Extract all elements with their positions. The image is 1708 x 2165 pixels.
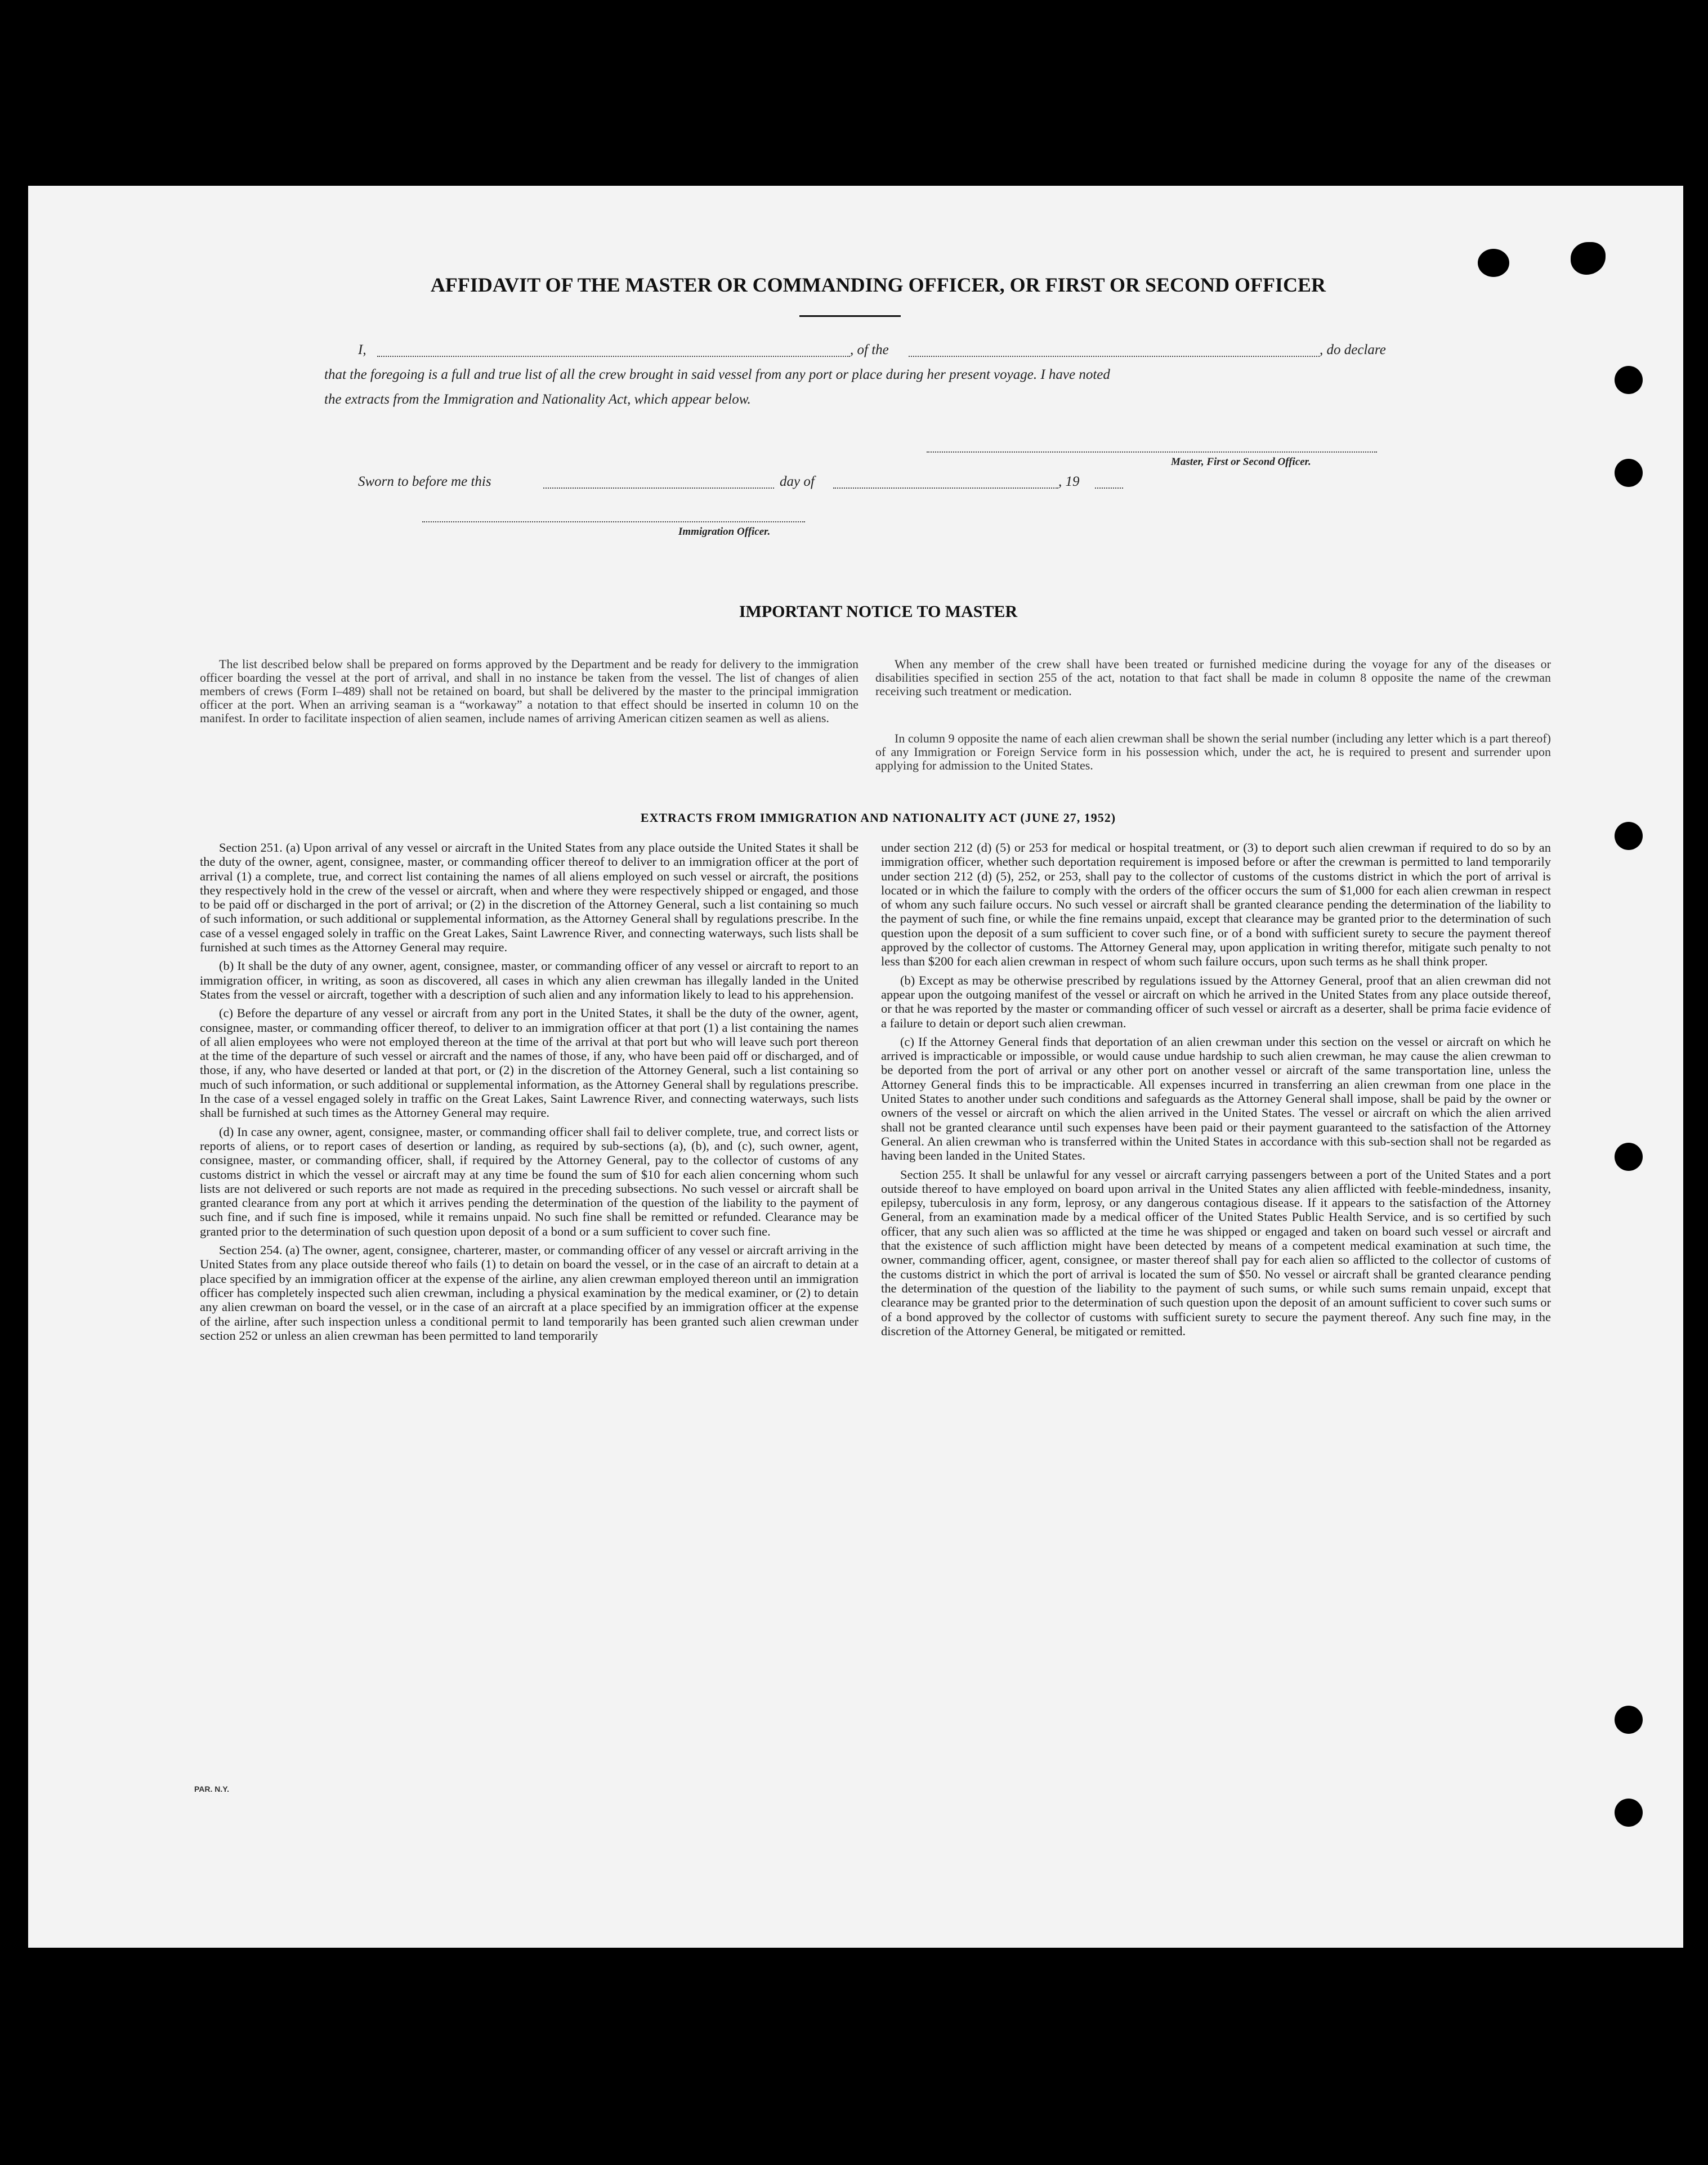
binder-hole xyxy=(1615,822,1643,850)
year-label: , 19 xyxy=(1058,474,1080,489)
declare-label: , do declare xyxy=(1320,342,1386,357)
year-field[interactable] xyxy=(1095,487,1123,489)
declaration-line-1: that the foregoing is a full and true list of all the crew brought in said vessel from any port or place during her present voyage. I have noted xyxy=(324,367,1110,382)
sworn-day-field[interactable] xyxy=(543,487,774,489)
section-255: Section 255. It shall be unlawful for any vessel or aircraft carrying passengers between a port of the United States and a port outside thereof to have employed on board upon arrival in the United States any alien afflicted with feeble-mindedness, insanity, epilepsy, tuberculosis in any form, leprosy, or any dangerous contagious disease. If it appears to the satisfaction of the Attorney General, from an examination made by a medical officer of the United States Public Health Service, and is so certified by such officer, that any such alien was so afflicted at the time he was shipped or engaged and taken on board such vessel or aircraft and that the existence of such affliction might have been detected by means of a competent medical examination at such time, the owner, commanding officer, agent, consignee, or master thereof shall pay for each alien so afflicted to the collector of customs of the customs district in which the port of arrival is located the sum of $50. No vessel or aircraft shall be granted clearance pending the determination of the question of the liability to the payment of such sums, or while such sums remain unpaid, except that clearance may be granted prior to the determination of such question upon the deposit of an amount sufficient to cover such sums or of a bond approved by the collector of customs with sufficient surety to secure the payment thereof. Any such fine may, in the discretion of the Attorney General, be mitigated or remitted. xyxy=(881,1167,1551,1338)
affidavit-title: AFFIDAVIT OF THE MASTER OR COMMANDING OFFICER, OR FIRST OR SECOND OFFICER xyxy=(430,274,1326,296)
officer-signature-line[interactable] xyxy=(422,521,805,522)
extracts-right-column xyxy=(881,840,1551,1338)
binder-hole xyxy=(1615,366,1643,394)
binder-hole xyxy=(1615,1799,1643,1827)
ink-blot xyxy=(1478,249,1509,277)
notice-title: IMPORTANT NOTICE TO MASTER xyxy=(739,602,1018,621)
section-254-a-continued: under section 212 (d) (5) or 253 for medical or hospital treatment, or (3) to deport such alien crewman if required to do so by an immigration officer, whether such deportation requirement is imposed before or after the crewman is permitted to land temporarily under section 212 (d) (5), 252, or 253, shall pay to the collector of customs of the customs district in which the port of arrival is located or in which the failure to comply with the orders of the officer occurs the sum of $1,000 for each alien crewman in respect of whom any such failure occurs. No such vessel or aircraft shall be granted clearance pending the determination of the liability to the payment of such fine, or while the fine remains unpaid, except that clearance may be granted prior to the determination of such question upon the deposit of a sum sufficient to cover such fine, or of a bond with sufficient surety to secure the payment thereof approved by the collector of customs. The Attorney General may, upon application in writing therefor, mitigate such penalty to not less than $200 for each alien crewman in respect of whom such failure occurs, upon such terms as he shall think proper. xyxy=(881,840,1551,969)
name-field[interactable] xyxy=(377,356,850,357)
section-251-c: (c) Before the departure of any vessel or aircraft from any port in the United States, it shall be the duty of the owner, agent, consignee, master, or commanding officer thereof, to deliver to an immigration officer at that port (1) a list containing the names of all alien employees who were not employed thereon at the time of the arrival at that port but who will leave such port thereon at the time of the departure of such vessel or aircraft and the names of those, if any, who have been paid off or discharged, and of those, if any, who have deserted or landed at that port, or (2) in the discretion of the Attorney General, such a list containing so much of such information, or such additional or supplemental information, as the Attorney General shall by regulations prescribe. In the case of a vessel engaged solely in traffic on the Great Lakes, Saint Lawrence River, and connecting waterways, such lists shall be furnished at such times as the Attorney General may require. xyxy=(200,1006,859,1120)
notice-left-paragraph: The list described below shall be prepared on forms approved by the Department and be ready for delivery to the immigration officer boarding the vessel at the port of arrival, and shall in no instance be taken from the vessel. The list of changes of alien members of crews (Form I–489) shall not be retained on board, but shall be delivered by the master to the principal immigration officer at the port. When an arriving seaman is a “workaway” a notation to that effect should be inserted in column 10 on the manifest. In order to facilitate inspection of alien seamen, include names of arriving American citizen seamen as well as aliens. xyxy=(200,657,859,725)
ink-blot xyxy=(1571,242,1606,275)
section-254-a: Section 254. (a) The owner, agent, consignee, charterer, master, or commanding officer of any vessel or aircraft arriving in the United States from any place outside thereof who fails (1) to detain on board the vessel, or in the case of an aircraft to detain at a place specified by an immigration officer at the expense of the airline, any alien crewman employed thereon until an immigration officer has completely inspected such alien crewman, including a physical examination by the medical examiner, or (2) to detain any alien crewman on board the vessel, or in the case of an aircraft at a place specified by an immigration officer at the expense of the airline, after such inspection unless a conditional permit to land temporarily has been granted such alien crewman under section 252 or unless an alien crewman has been permitted to land temporarily xyxy=(200,1243,859,1343)
sworn-label: Sworn to before me this xyxy=(358,474,491,489)
section-251-b: (b) It shall be the duty of any owner, agent, consignee, master, or commanding officer of any vessel or aircraft to report to an immigration officer, in writing, as soon as discovered, all cases in which any alien crewman has illegally landed in the United States from the vessel or aircraft, together with a description of such alien and any information likely to lead to his apprehension. xyxy=(200,959,859,1001)
binder-hole xyxy=(1615,1143,1643,1171)
sworn-month-field[interactable] xyxy=(833,487,1058,489)
title-rule xyxy=(799,315,901,317)
of-the-label: , of the xyxy=(850,342,889,357)
section-254-b: (b) Except as may be otherwise prescribed by regulations issued by the Attorney General, proof that an alien crewman did not appear upon the outgoing manifest of the vessel or aircraft on which he arrived in the United States from any place outside thereof, or that he was reported by the master or commanding officer of such vessel or aircraft as a deserter, shall be prima facie evidence of a failure to detain or deport such alien crewman. xyxy=(881,973,1551,1030)
i-label: I, xyxy=(358,342,366,357)
document-page xyxy=(28,186,1683,1948)
section-251-d: (d) In case any owner, agent, consignee, master, or commanding officer shall fail to deliver complete, true, and correct lists or reports of aliens, or to report cases of desertion or landing, as required by sub-sections (a), (b), and (c), such owner, agent, consignee, master, or commanding officer, shall, if required by the Attorney General, pay to the collector of customs of any customs district in which the vessel or aircraft may at any time be found the sum of $10 for each alien concerning whom such lists are not delivered or such reports are not made as required in the preceding subsections. No such vessel or aircraft shall be granted clearance from any port at which it arrives pending the determination of the question of the liability to the payment of such fine, and if such fine is imposed, while it remains unpaid. No such fine shall be remitted or refunded. Clearance may be granted prior to the determination of such question upon deposit of a bond or a sum sufficient to cover such fine. xyxy=(200,1124,859,1238)
section-254-c: (c) If the Attorney General finds that deportation of an alien crewman under this section on the vessel or aircraft on which he arrived is impracticable or impossible, or would cause undue hardship to such alien crewman, he may cause the alien crewman to be deported from the port of arrival or any other port on another vessel or aircraft of the same transportation line, unless the Attorney General finds this to be impracticable. All expenses incurred in transferring an alien crewman from one place in the United States to another under such conditions and safeguards as the Attorney General shall impose, shall be paid by the owner or owners of the vessel or aircraft on which the alien arrived in the United States. The vessel or aircraft on which the alien arrived shall not be granted clearance until such expenses have been paid or their payment guaranteed to the satisfaction of the Attorney General. An alien crewman who is transferred within the United States in accordance with this sub-section shall not be regarded as having been landed in the United States. xyxy=(881,1034,1551,1163)
master-caption: Master, First or Second Officer. xyxy=(1171,456,1311,468)
binder-hole xyxy=(1615,459,1643,487)
extracts-left-column xyxy=(200,840,859,1343)
extracts-title: EXTRACTS FROM IMMIGRATION AND NATIONALITY ACT (JUNE 27, 1952) xyxy=(640,811,1116,825)
master-signature-line[interactable] xyxy=(927,451,1377,453)
notice-right-paragraph-1: When any member of the crew shall have been treated or furnished medicine during the voyage for any of the diseases or disabilities specified in section 255 of the act, notation to that fact shall be made in column 8 opposite the name of the crewman receiving such treatment or medication. xyxy=(875,657,1551,698)
printer-mark: PAR. N.Y. xyxy=(194,1784,229,1793)
officer-caption: Immigration Officer. xyxy=(678,526,771,538)
vessel-field[interactable] xyxy=(909,356,1320,357)
section-251-a: Section 251. (a) Upon arrival of any vessel or aircraft in the United States from any place outside the United States it shall be the duty of the owner, agent, consignee, master, or commanding officer thereof to deliver to an immigration officer at the port of arrival (1) a complete, true, and correct list containing the names of all aliens employed on such vessel or aircraft, the positions they respectively hold in the crew of the vessel or aircraft, when and where they were respectively shipped or engaged, and those to be paid off or discharged in the port of arrival; or (2) in the discretion of the Attorney General, such a list containing so much of such information, or such additional or supplemental information, as the Attorney General shall by regulations prescribe. In the case of a vessel engaged solely in traffic on the Great Lakes, Saint Lawrence River, and connecting waterways, such lists shall be furnished at such times as the Attorney General may require. xyxy=(200,840,859,955)
declaration-line-2: the extracts from the Immigration and Nationality Act, which appear below. xyxy=(324,392,751,407)
day-of-label: day of xyxy=(780,474,815,489)
notice-right-paragraph-2: In column 9 opposite the name of each alien crewman shall be shown the serial number (including any letter which is a part thereof) of any Immigration or Foreign Service form in his possession which, under the act, he is required to present and surrender upon applying for admission to the United States. xyxy=(875,731,1551,772)
binder-hole xyxy=(1615,1706,1643,1734)
